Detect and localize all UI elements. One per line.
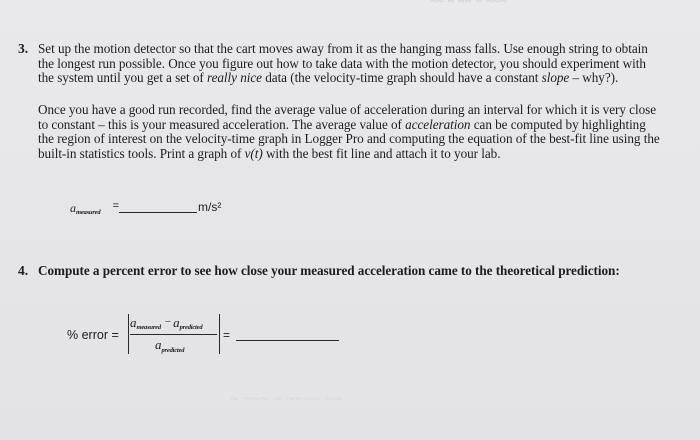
- q3-really-nice: really nice: [206, 70, 262, 86]
- denominator-a: a: [155, 337, 162, 352]
- numerator-sub-measured: measured: [136, 324, 161, 331]
- q3-p2-line-4-c: with the best fit line and attach it to your lab.: [262, 145, 501, 161]
- q3-v-of-t: v(t): [244, 145, 263, 161]
- a-measured-subscript: measured: [76, 209, 101, 216]
- percent-error-answer-blank[interactable]: [236, 340, 339, 341]
- numerator-minus: −: [164, 316, 172, 328]
- q3-p2-line-2-c: can be computed by highlighting: [470, 116, 646, 132]
- q3-p2-line-1: Once you have a good run recorded, find the average value of acceleration during an interval for which it is very close: [38, 102, 657, 117]
- denominator-sub-predicted: predicted: [161, 347, 185, 354]
- q3-p2-line-2: [38, 118, 698, 133]
- q3-p2-line-2-a: to constant – this is your measured acceleration. The average value of: [38, 116, 406, 132]
- a-measured-equals: =: [112, 200, 120, 212]
- question-4-text: Compute a percent error to see how close your measured acceleration came to the theoretical prediction:: [38, 263, 620, 278]
- q3-line-1: Set up the motion detector so that the cart moves away from it as the hanging mass falls. Use enough string to obtain: [38, 41, 648, 56]
- q3-p2-line-4: [38, 147, 698, 162]
- percent-error-equals: =: [223, 328, 231, 342]
- question-3-number: 3.: [18, 41, 29, 56]
- absolute-value-bar-right: [219, 314, 220, 354]
- q3-line-3: [38, 71, 698, 86]
- q3-line-3-c: data (the velocity-time graph should have a constant: [261, 70, 542, 86]
- question-3-paragraph-2: [38, 103, 698, 161]
- a-measured-symbol: a: [70, 201, 76, 215]
- numerator-a1: a: [130, 315, 137, 330]
- q3-slope: slope: [541, 70, 570, 86]
- question-3-paragraph-1: [38, 42, 698, 86]
- faded-bleedthrough-text: ~~ ~ ~~ ~ ~~~: [430, 0, 507, 8]
- q3-p2-line-3: the region of interest on the velocity-time graph in Logger Pro and computing the equation of the best-fit line using the: [38, 131, 660, 147]
- faded-bleedthrough-bottom: ~ ~~~ ~ ~~~~ ~~: [230, 392, 343, 407]
- fraction-bar: [130, 334, 217, 335]
- q3-p2-line-4-a: built-in statistics tools. Print a graph of: [38, 145, 245, 161]
- a-measured-formula: [70, 200, 119, 216]
- percent-error-label: % error =: [67, 328, 119, 342]
- q3-line-3-e: – why?).: [569, 70, 619, 86]
- percent-error-numerator: [130, 315, 202, 331]
- numerator-sub-predicted: predicted: [179, 324, 203, 331]
- a-measured-units: m/s²: [198, 200, 222, 214]
- numerator-a2: a: [173, 315, 180, 330]
- question-4-number: 4.: [18, 263, 29, 278]
- q3-line-3-a: the system until you get a set of: [38, 70, 207, 86]
- a-measured-answer-blank[interactable]: [119, 212, 197, 213]
- q3-line-2: the longest run possible. Once you figure out how to take data with the motion detector, you should experiment with: [38, 55, 646, 71]
- q3-acceleration: acceleration: [405, 116, 471, 132]
- percent-error-denominator: [155, 337, 184, 353]
